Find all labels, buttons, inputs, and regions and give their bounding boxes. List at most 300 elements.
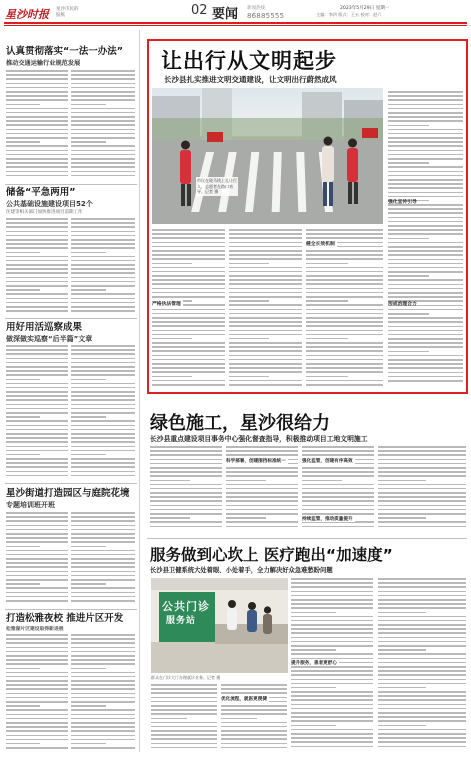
- text-line: [226, 509, 298, 511]
- text-line: [6, 145, 68, 147]
- text-line: [71, 293, 135, 295]
- text-line: [306, 321, 383, 323]
- text-line: [152, 267, 225, 269]
- text-line: [229, 304, 302, 306]
- text-line: [71, 412, 135, 414]
- text-line: [229, 355, 302, 357]
- text-line: [229, 250, 302, 252]
- text-line: [378, 645, 466, 647]
- story2-body-col4: [378, 446, 466, 534]
- text-line: [291, 737, 373, 739]
- text-line: [71, 272, 135, 274]
- text-line: [291, 729, 373, 731]
- text-line: [388, 166, 463, 168]
- story3-body-lower-col1: [151, 684, 217, 754]
- text-line: [378, 691, 466, 693]
- text-line: [71, 387, 135, 389]
- text-line: [226, 475, 298, 477]
- text-line: [6, 541, 68, 543]
- text-line: [306, 371, 383, 373]
- story3-photo-caption: 群众在门诊大厅办理就诊业务。记者 摄: [151, 675, 221, 680]
- text-line: [71, 116, 135, 118]
- text-line: [71, 133, 135, 135]
- text-line: [378, 708, 466, 710]
- text-line: [152, 346, 225, 348]
- text-line: [71, 379, 106, 381]
- text-line: [71, 247, 135, 249]
- text-line: [152, 380, 225, 382]
- text-line: [6, 137, 68, 139]
- text-line: [71, 558, 135, 560]
- text-line: [71, 739, 135, 741]
- text-line: [150, 496, 222, 498]
- text-line: [152, 338, 192, 340]
- text-line: [291, 712, 373, 714]
- text-line: [152, 292, 225, 294]
- text-line: [152, 250, 225, 252]
- text-line: [388, 91, 463, 93]
- text-line: [388, 254, 463, 256]
- text-line: [6, 116, 68, 118]
- text-line: [291, 599, 373, 601]
- text-line: [71, 684, 135, 686]
- text-line: [6, 558, 68, 560]
- text-line: [388, 346, 463, 348]
- left-article-5-subtitle: 松雅湖片区建设取得新进展: [6, 627, 64, 632]
- text-line: [6, 743, 40, 745]
- text-line: [6, 399, 68, 401]
- text-line: [71, 158, 135, 160]
- text-line: [71, 592, 135, 594]
- text-line: [388, 187, 463, 189]
- text-line: [71, 124, 135, 126]
- text-line: [388, 359, 463, 361]
- text-line: [6, 310, 68, 312]
- text-line: [388, 192, 463, 194]
- text-line: [6, 512, 68, 514]
- text-line: [6, 420, 68, 422]
- text-line: [71, 659, 135, 661]
- text-line: [306, 258, 383, 260]
- left-article-4-body: [6, 512, 68, 606]
- text-line: [388, 158, 463, 160]
- text-line: [226, 521, 298, 523]
- text-line: [6, 87, 68, 89]
- text-line: [6, 546, 40, 548]
- text-line: [150, 484, 222, 486]
- story3-body-lower-col2: [221, 684, 287, 754]
- text-line: [71, 655, 135, 657]
- text-line: [152, 271, 225, 273]
- text-line: [151, 726, 217, 728]
- text-line: [378, 687, 426, 689]
- text-line: [229, 350, 302, 352]
- text-line: [71, 399, 135, 401]
- text-line: [150, 521, 222, 523]
- left-article-2-body-col2: [71, 218, 135, 316]
- text-line: [71, 425, 135, 427]
- text-line: [378, 480, 426, 482]
- text-line: [71, 99, 135, 101]
- text-line: [291, 746, 373, 748]
- lead-story-body-col1: [152, 229, 225, 389]
- text-line: [71, 437, 135, 439]
- story2-subtitle: 长沙县重点建设项目事务中心强化督查指导，积极推动项目工地文明施工: [150, 435, 368, 443]
- text-line: [306, 380, 383, 382]
- text-line: [226, 517, 266, 519]
- text-line: [221, 734, 287, 736]
- divider: [5, 318, 137, 319]
- text-line: [229, 325, 302, 327]
- text-line: [6, 404, 68, 406]
- text-line: [378, 716, 466, 718]
- text-line: [71, 404, 135, 406]
- text-line: [291, 666, 373, 668]
- text-line: [378, 484, 466, 486]
- text-line: [291, 591, 373, 593]
- text-line: [302, 505, 374, 507]
- text-line: [306, 313, 383, 315]
- text-line: [6, 264, 68, 266]
- text-line: [6, 370, 68, 372]
- text-line: [71, 310, 135, 312]
- text-line: [6, 83, 68, 85]
- text-line: [378, 578, 466, 580]
- text-line: [6, 277, 68, 279]
- text-line: [378, 492, 466, 494]
- text-line: [150, 526, 222, 528]
- text-line: [226, 450, 298, 452]
- story2-section-head-2: 强化监管，创建有序高效: [302, 459, 353, 464]
- text-line: [302, 454, 374, 456]
- lead-story-body-col3: [306, 229, 383, 389]
- text-line: [306, 267, 383, 269]
- text-line: [6, 158, 68, 160]
- text-line: [291, 670, 373, 672]
- text-line: [6, 231, 68, 233]
- text-line: [6, 70, 68, 72]
- text-line: [71, 166, 135, 168]
- text-line: [6, 714, 68, 716]
- text-line: [229, 275, 302, 277]
- text-line: [71, 471, 135, 473]
- text-line: [71, 87, 135, 89]
- text-line: [229, 380, 302, 382]
- text-line: [378, 475, 466, 477]
- text-line: [151, 684, 217, 686]
- text-line: [6, 668, 40, 670]
- text-line: [378, 653, 466, 655]
- text-line: [150, 459, 222, 461]
- page-number: 02: [191, 3, 208, 18]
- text-line: [388, 95, 463, 97]
- text-line: [226, 500, 298, 502]
- text-line: [378, 746, 466, 748]
- text-line: [229, 334, 302, 336]
- text-line: [388, 271, 463, 273]
- text-line: [388, 154, 463, 156]
- text-line: [152, 342, 225, 344]
- text-line: [152, 355, 225, 357]
- text-line: [71, 120, 135, 122]
- text-line: [388, 229, 463, 231]
- text-line: [71, 642, 135, 644]
- text-line: [378, 616, 466, 618]
- text-line: [6, 218, 68, 220]
- text-line: [71, 395, 135, 397]
- text-line: [150, 513, 222, 515]
- text-line: [151, 692, 217, 694]
- text-line: [306, 263, 348, 265]
- text-line: [152, 296, 225, 298]
- text-line: [229, 283, 302, 285]
- text-line: [378, 649, 426, 651]
- text-line: [6, 243, 68, 245]
- text-line: [226, 526, 298, 528]
- text-line: [378, 670, 466, 672]
- text-line: [6, 642, 68, 644]
- text-line: [6, 592, 68, 594]
- text-line: [71, 705, 106, 707]
- story2-section-head-1: 科学部署，创建围挡标准统一: [226, 459, 286, 464]
- text-line: [388, 321, 463, 323]
- text-line: [388, 288, 463, 290]
- left-article-4-title: 星沙街道打造园区与庭院花境: [6, 488, 130, 499]
- text-line: [226, 496, 298, 498]
- text-line: [306, 350, 383, 352]
- text-line: [291, 674, 373, 676]
- text-line: [6, 697, 68, 699]
- text-line: [71, 298, 135, 300]
- text-line: [150, 509, 222, 511]
- text-line: [378, 737, 466, 739]
- text-line: [71, 525, 135, 527]
- text-line: [6, 676, 68, 678]
- text-line: [6, 735, 68, 737]
- clinic-sign: 公共门诊: [162, 600, 210, 613]
- text-line: [71, 709, 135, 711]
- text-line: [302, 500, 374, 502]
- text-line: [388, 183, 463, 185]
- text-line: [6, 701, 68, 703]
- text-line: [388, 250, 463, 252]
- text-line: [151, 709, 217, 711]
- text-line: [6, 302, 68, 304]
- text-line: [6, 722, 68, 724]
- editor-line: 主编：李四 版式：王五 校对：赵六: [316, 12, 382, 17]
- text-line: [291, 716, 373, 718]
- story2-title: 绿色施工，星沙很给力: [150, 413, 330, 434]
- text-line: [71, 454, 106, 456]
- text-line: [306, 254, 383, 256]
- left-article-2-subtitle: 公共基础设施建设项目52个: [6, 200, 93, 208]
- text-line: [6, 268, 68, 270]
- text-line: [306, 384, 383, 386]
- text-line: [291, 658, 373, 660]
- text-line: [150, 517, 190, 519]
- text-line: [291, 691, 373, 693]
- story3-section-head-1: 优化流程，就医更便捷: [221, 697, 267, 702]
- lead-section-head-3: 健全长效机制: [306, 242, 335, 247]
- text-line: [6, 425, 68, 427]
- text-line: [71, 391, 135, 393]
- text-line: [229, 292, 302, 294]
- divider: [147, 538, 467, 539]
- text-line: [71, 268, 135, 270]
- text-line: [388, 104, 463, 106]
- text-line: [6, 298, 68, 300]
- text-line: [6, 408, 68, 410]
- text-line: [306, 279, 383, 281]
- text-line: [302, 467, 374, 469]
- text-line: [388, 212, 463, 214]
- text-line: [151, 697, 217, 699]
- text-line: [306, 229, 383, 231]
- masthead: [0, 0, 471, 26]
- text-line: [6, 366, 68, 368]
- text-line: [302, 509, 374, 511]
- text-line: [388, 267, 463, 269]
- text-line: [229, 384, 302, 386]
- text-line: [71, 466, 135, 468]
- text-line: [229, 246, 302, 248]
- text-line: [152, 233, 225, 235]
- text-line: [6, 446, 68, 448]
- text-line: [151, 738, 217, 740]
- text-line: [151, 705, 217, 707]
- text-line: [302, 475, 374, 477]
- text-line: [152, 279, 225, 281]
- text-line: [229, 321, 302, 323]
- text-line: [6, 239, 68, 241]
- text-line: [6, 554, 68, 556]
- text-line: [152, 321, 225, 323]
- text-line: [388, 108, 463, 110]
- text-line: [150, 488, 222, 490]
- text-line: [71, 730, 135, 732]
- text-line: [71, 516, 135, 518]
- text-line: [378, 459, 466, 461]
- text-line: [302, 450, 374, 452]
- text-line: [378, 720, 466, 722]
- text-line: [71, 575, 135, 577]
- text-line: [71, 345, 135, 347]
- text-line: [6, 684, 68, 686]
- text-line: [226, 488, 298, 490]
- text-line: [6, 672, 68, 674]
- text-line: [150, 500, 222, 502]
- text-line: [291, 687, 336, 689]
- text-line: [6, 391, 68, 393]
- text-line: [226, 492, 298, 494]
- text-line: [221, 747, 287, 749]
- text-line: [388, 246, 463, 248]
- text-line: [71, 74, 135, 76]
- text-line: [291, 616, 373, 618]
- text-line: [71, 104, 106, 106]
- text-line: [388, 129, 463, 131]
- text-line: [152, 367, 225, 369]
- text-line: [378, 641, 466, 643]
- text-line: [378, 699, 466, 701]
- text-line: [388, 263, 463, 265]
- text-line: [6, 104, 40, 106]
- text-line: [229, 376, 269, 378]
- text-line: [221, 738, 287, 740]
- text-line: [221, 743, 287, 745]
- text-line: [291, 620, 373, 622]
- text-line: [150, 454, 222, 456]
- text-line: [378, 662, 466, 664]
- section-name: 要闻: [212, 7, 239, 22]
- text-line: [6, 638, 68, 640]
- text-line: [71, 462, 135, 464]
- text-line: [388, 342, 463, 344]
- text-line: [388, 137, 463, 139]
- text-line: [306, 283, 383, 285]
- text-line: [291, 653, 373, 655]
- text-line: [71, 370, 135, 372]
- text-line: [302, 526, 374, 528]
- text-line: [388, 367, 463, 369]
- text-line: [71, 374, 135, 376]
- text-line: [71, 231, 135, 233]
- text-line: [152, 283, 225, 285]
- text-line: [388, 275, 429, 277]
- text-line: [71, 252, 106, 254]
- text-line: [6, 412, 68, 414]
- text-line: [306, 300, 348, 302]
- text-line: [71, 554, 135, 556]
- left-article-2-body: [6, 218, 68, 316]
- text-line: [229, 359, 302, 361]
- logo: 星沙时报: [5, 8, 49, 21]
- text-line: [306, 317, 383, 319]
- text-line: [388, 175, 463, 177]
- text-line: [229, 313, 302, 315]
- text-line: [71, 243, 135, 245]
- text-line: [291, 607, 373, 609]
- text-line: [71, 550, 135, 552]
- text-line: [302, 513, 374, 515]
- text-line: [306, 275, 383, 277]
- text-line: [6, 726, 68, 728]
- text-line: [6, 226, 68, 228]
- text-line: [388, 150, 463, 152]
- text-line: [6, 709, 68, 711]
- text-line: [378, 666, 466, 668]
- text-line: [151, 713, 217, 715]
- text-line: [71, 583, 106, 585]
- text-line: [6, 587, 68, 589]
- text-line: [71, 541, 135, 543]
- text-line: [378, 674, 466, 676]
- text-line: [306, 363, 383, 365]
- text-line: [291, 695, 373, 697]
- text-line: [150, 467, 222, 469]
- lead-section-head-2: 严格执法管理: [152, 302, 181, 307]
- divider: [5, 483, 137, 484]
- text-line: [221, 709, 287, 711]
- text-line: [152, 258, 225, 260]
- text-line: [291, 645, 373, 647]
- text-line: [6, 175, 68, 177]
- text-line: [151, 747, 217, 749]
- text-line: [71, 520, 135, 522]
- text-line: [388, 296, 463, 298]
- text-line: [229, 317, 302, 319]
- text-line: [6, 583, 40, 585]
